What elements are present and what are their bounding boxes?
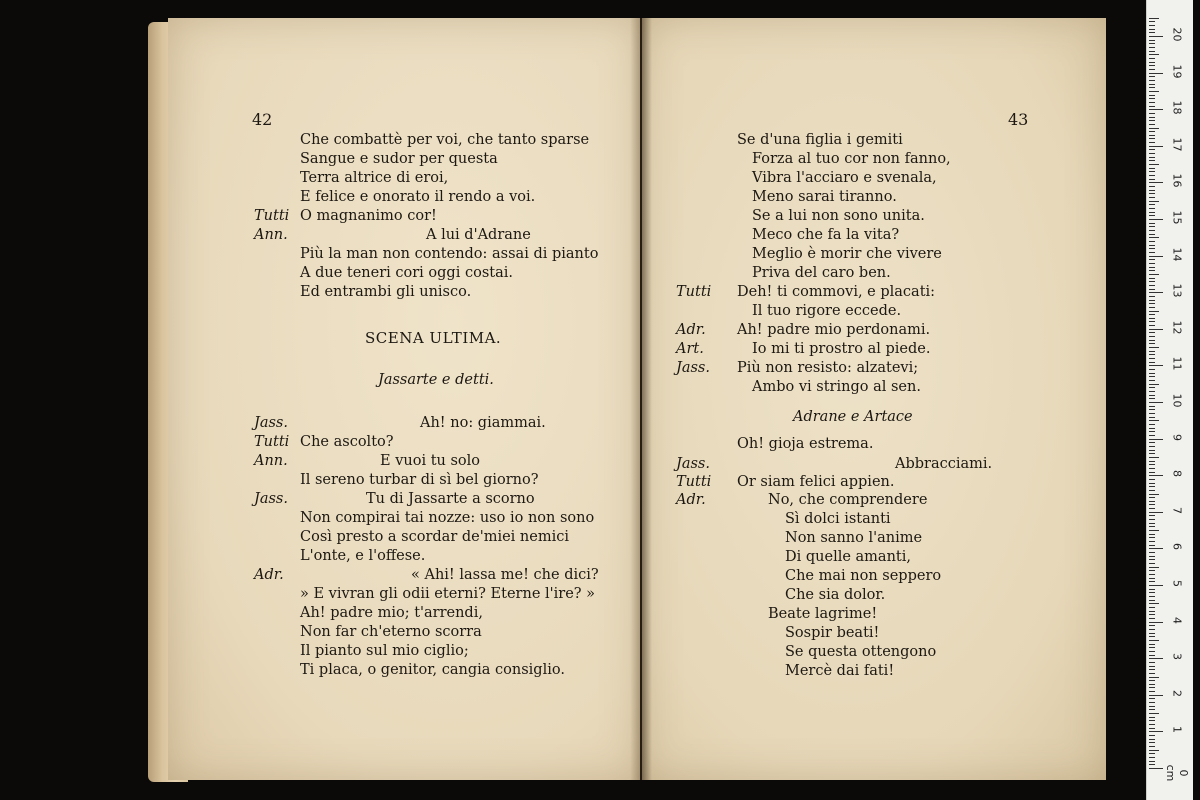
ruler-label: 7 <box>1170 506 1184 514</box>
ruler-label: 12 <box>1170 320 1184 335</box>
ruler-tick <box>1149 117 1155 118</box>
ruler-tick <box>1149 764 1155 765</box>
ruler-tick <box>1149 753 1155 754</box>
ruler-tick <box>1149 179 1155 180</box>
ruler-tick <box>1149 695 1163 696</box>
ruler-tick <box>1149 91 1159 92</box>
ruler-tick <box>1149 311 1159 312</box>
ruler-tick <box>1149 592 1155 593</box>
ruler-tick <box>1149 212 1155 213</box>
ruler-label: 9 <box>1170 433 1184 441</box>
ruler-tick <box>1149 735 1155 736</box>
ruler-tick <box>1149 329 1163 330</box>
ruler-tick <box>1149 65 1155 66</box>
scene-heading: SCENA ULTIMA. <box>365 329 502 347</box>
ruler-tick <box>1149 629 1155 630</box>
verse-line: Beate lagrime! <box>768 606 878 622</box>
verse-line: Che ascolto? <box>300 434 394 450</box>
ruler-tick <box>1149 702 1155 703</box>
ruler-tick <box>1149 51 1155 52</box>
stage-direction: Adrane e Artace <box>793 409 913 425</box>
ruler-tick <box>1149 570 1155 571</box>
ruler-tick <box>1149 153 1155 154</box>
ruler-tick <box>1149 128 1159 129</box>
ruler-label: 11 <box>1170 356 1184 371</box>
ruler-tick <box>1149 69 1155 70</box>
verse-line: Il tuo rigore eccede. <box>752 303 902 319</box>
ruler-tick <box>1149 446 1155 447</box>
ruler-label: 19 <box>1170 64 1184 79</box>
ruler-tick <box>1149 384 1159 385</box>
ruler-tick <box>1149 420 1159 421</box>
ruler-tick <box>1149 709 1155 710</box>
verse-line: Deh! ti commovi, e placati: <box>737 284 936 300</box>
ruler-tick <box>1149 666 1155 667</box>
ruler-tick <box>1149 226 1155 227</box>
ruler-tick <box>1149 332 1155 333</box>
ruler-tick <box>1149 300 1155 301</box>
verse-line: Meco che fa la vita? <box>752 227 900 243</box>
speaker-label: Adr. <box>676 492 706 508</box>
ruler-tick <box>1149 603 1159 604</box>
ruler-label: 15 <box>1170 210 1184 225</box>
ruler-tick <box>1149 54 1159 55</box>
verse-line: Vibra l'acciaro e svenala, <box>752 170 937 186</box>
ruler-tick <box>1149 669 1155 670</box>
ruler-tick <box>1149 424 1155 425</box>
ruler-tick <box>1149 43 1155 44</box>
verse-line: Ah! padre mio perdonami. <box>737 322 931 338</box>
ruler-tick <box>1149 274 1159 275</box>
ruler-tick <box>1149 204 1155 205</box>
ruler-tick <box>1149 135 1155 136</box>
ruler-tick <box>1149 138 1155 139</box>
ruler-tick <box>1149 95 1155 96</box>
ruler-label: 8 <box>1170 470 1184 478</box>
ruler-tick <box>1149 651 1155 652</box>
ruler-tick <box>1149 680 1155 681</box>
ruler-tick <box>1149 574 1155 575</box>
ruler-tick <box>1149 365 1163 366</box>
ruler-tick <box>1149 278 1155 279</box>
ruler-tick <box>1149 618 1155 619</box>
ruler-tick <box>1149 270 1155 271</box>
verse-line: « Ahi! lassa me! che dici? <box>411 567 599 583</box>
speaker-label: Ann. <box>254 227 288 243</box>
ruler-tick <box>1149 21 1155 22</box>
ruler-tick <box>1149 494 1159 495</box>
speaker-label: Jass. <box>254 415 288 431</box>
verse-line: Ambo vi stringo al sen. <box>752 379 921 395</box>
ruler-tick <box>1149 435 1155 436</box>
ruler-tick <box>1149 526 1155 527</box>
ruler-tick <box>1149 391 1155 392</box>
ruler-tick <box>1149 395 1155 396</box>
ruler-tick <box>1149 98 1155 99</box>
ruler-tick <box>1149 351 1155 352</box>
ruler-tick <box>1149 512 1163 513</box>
verse-line: Tu di Jassarte a scorno <box>366 491 535 507</box>
verse-line: Che mai non seppero <box>785 568 942 584</box>
ruler-tick <box>1149 717 1155 718</box>
ruler-tick <box>1149 589 1155 590</box>
ruler-tick <box>1149 567 1159 568</box>
speaker-label: Ann. <box>254 453 288 469</box>
ruler-tick <box>1149 468 1155 469</box>
ruler-tick <box>1149 303 1155 304</box>
ruler-tick <box>1149 263 1155 264</box>
verse-line: A due teneri cori oggi costai. <box>300 265 513 281</box>
ruler-tick <box>1149 713 1159 714</box>
ruler-tick <box>1149 515 1155 516</box>
ruler-tick <box>1149 47 1155 48</box>
verse-line: Che combattè per voi, che tanto sparse <box>300 132 590 148</box>
ruler-tick <box>1149 691 1155 692</box>
verse-line: Sì dolci istanti <box>785 511 891 527</box>
ruler-tick <box>1149 146 1163 147</box>
ruler-tick <box>1149 409 1155 410</box>
ruler-tick <box>1149 193 1155 194</box>
ruler-tick <box>1149 706 1155 707</box>
ruler-tick <box>1149 321 1155 322</box>
ruler-tick <box>1149 281 1155 282</box>
verse-line: Il pianto sul mio ciglio; <box>300 643 469 659</box>
ruler-tick <box>1149 472 1155 473</box>
ruler-label: 20 <box>1170 27 1184 42</box>
ruler-tick <box>1149 347 1159 348</box>
ruler-label: 4 <box>1170 616 1184 624</box>
speaker-label: Tutti <box>254 208 290 224</box>
ruler-tick <box>1149 354 1155 355</box>
ruler-tick <box>1149 343 1155 344</box>
verse-line: Il sereno turbar di sì bel giorno? <box>300 472 539 488</box>
verse-line: Or siam felici appien. <box>737 474 895 490</box>
verse-line: Ah! no: giammai. <box>420 415 546 431</box>
ruler-tick <box>1149 318 1155 319</box>
ruler-tick <box>1149 157 1155 158</box>
ruler-tick <box>1149 175 1155 176</box>
ruler-tick <box>1149 563 1155 564</box>
ruler-tick <box>1149 413 1155 414</box>
ruler-tick <box>1149 234 1155 235</box>
ruler-tick <box>1149 728 1155 729</box>
ruler-tick <box>1149 636 1155 637</box>
ruler-tick <box>1149 208 1155 209</box>
verse-line: Ti placa, o genitor, cangia consiglio. <box>300 662 565 678</box>
ruler-tick <box>1149 106 1155 107</box>
ruler-tick <box>1149 113 1155 114</box>
ruler-tick <box>1149 307 1155 308</box>
verse-line: Di quelle amanti, <box>785 549 911 565</box>
ruler-tick <box>1149 241 1155 242</box>
ruler-tick <box>1149 687 1155 688</box>
ruler-tick <box>1149 380 1155 381</box>
verse-line: Se a lui non sono unita. <box>752 208 925 224</box>
ruler-label: 3 <box>1170 653 1184 661</box>
ruler-tick <box>1149 742 1155 743</box>
ruler-tick <box>1149 387 1155 388</box>
ruler-tick <box>1149 611 1155 612</box>
ruler-tick <box>1149 501 1155 502</box>
ruler-tick <box>1149 450 1155 451</box>
verse-line: E vuoi tu solo <box>380 453 481 469</box>
ruler-tick <box>1149 369 1155 370</box>
ruler-tick <box>1149 497 1155 498</box>
ruler-tick <box>1149 439 1163 440</box>
ruler-tick <box>1149 40 1155 41</box>
ruler-label: 14 <box>1170 247 1184 262</box>
ruler-tick <box>1149 523 1155 524</box>
verse-line: Mercè dai fati! <box>785 663 895 679</box>
ruler-tick <box>1149 644 1155 645</box>
ruler-tick <box>1149 248 1155 249</box>
ruler-tick <box>1149 201 1159 202</box>
page-number-right: 43 <box>1008 110 1029 129</box>
ruler-label: 5 <box>1170 580 1184 587</box>
ruler-tick <box>1149 614 1155 615</box>
ruler-tick <box>1149 545 1155 546</box>
ruler-tick <box>1149 245 1155 246</box>
ruler-label: 2 <box>1170 689 1184 697</box>
ruler-tick <box>1149 600 1155 601</box>
ruler-tick <box>1149 267 1155 268</box>
ruler-tick <box>1149 340 1155 341</box>
ruler-tick <box>1149 486 1155 487</box>
verse-line: Non compirai tai nozze: uso io non sono <box>300 510 595 526</box>
ruler-label: 18 <box>1170 100 1184 115</box>
ruler-tick <box>1149 289 1155 290</box>
ruler-tick <box>1149 358 1155 359</box>
verse-line: Forza al tuo cor non fanno, <box>752 151 951 167</box>
ruler-tick <box>1149 18 1159 19</box>
ruler-tick <box>1149 607 1155 608</box>
ruler-tick <box>1149 29 1155 30</box>
ruler-tick <box>1149 376 1155 377</box>
verse-line: Più la man non contendo: assai di pianto <box>300 246 599 262</box>
ruler-tick <box>1149 292 1163 293</box>
ruler-tick <box>1149 673 1155 674</box>
ruler-tick <box>1149 160 1155 161</box>
ruler-label: 13 <box>1170 283 1184 298</box>
verse-line: Così presto a scordar de'miei nemici <box>300 529 569 545</box>
ruler-tick <box>1149 581 1155 582</box>
ruler-tick <box>1149 259 1155 260</box>
speaker-label: Tutti <box>254 434 290 450</box>
ruler-label: 17 <box>1170 137 1184 152</box>
ruler-tick <box>1149 475 1163 476</box>
ruler-tick <box>1149 768 1163 769</box>
ruler-tick <box>1149 461 1155 462</box>
verse-line: Ed entrambi gli unisco. <box>300 284 472 300</box>
verse-line: » E vivran gli odii eterni? Eterne l'ire? » <box>300 586 596 602</box>
ruler-tick <box>1149 362 1155 363</box>
speaker-label: Jass. <box>676 360 710 376</box>
ruler-tick <box>1149 58 1155 59</box>
ruler-tick <box>1149 453 1155 454</box>
ruler-tick <box>1149 548 1163 549</box>
verse-line: O magnanimo cor! <box>300 208 437 224</box>
ruler-tick <box>1149 76 1155 77</box>
ruler-tick <box>1149 647 1155 648</box>
verse-line: Non far ch'eterno scorra <box>300 624 482 640</box>
book-gutter <box>630 18 652 780</box>
ruler-tick <box>1149 80 1155 81</box>
ruler-tick <box>1149 164 1159 165</box>
ruler-tick <box>1149 131 1155 132</box>
verse-line: Priva del caro ben. <box>752 265 891 281</box>
ruler-tick <box>1149 402 1163 403</box>
verse-line: Io mi ti prostro al piede. <box>752 341 931 357</box>
verse-line: L'onte, e l'offese. <box>300 548 426 564</box>
ruler-tick <box>1149 171 1155 172</box>
measuring-ruler <box>1146 0 1193 800</box>
speaker-label: Jass. <box>676 456 710 472</box>
ruler-label: 10 <box>1170 393 1184 408</box>
ruler-tick <box>1149 761 1155 762</box>
speaker-label: Tutti <box>676 284 712 300</box>
ruler-tick <box>1149 750 1159 751</box>
ruler-tick <box>1149 256 1163 257</box>
verse-line: Meno sarai tiranno. <box>752 189 897 205</box>
ruler-tick <box>1149 62 1155 63</box>
verse-line: Sangue e sudor per questa <box>300 151 498 167</box>
ruler-tick <box>1149 464 1155 465</box>
ruler-tick <box>1149 197 1155 198</box>
verse-line: Non sanno l'anime <box>785 530 923 546</box>
ruler-tick <box>1149 677 1159 678</box>
ruler-tick <box>1149 182 1163 183</box>
ruler-tick <box>1149 724 1155 725</box>
ruler-tick <box>1149 442 1155 443</box>
ruler-label: 0 cm <box>1164 764 1190 782</box>
speaker-label: Adr. <box>676 322 706 338</box>
ruler-tick <box>1149 237 1159 238</box>
ruler-tick <box>1149 578 1155 579</box>
ruler-tick <box>1149 32 1155 33</box>
ruler-tick <box>1149 746 1155 747</box>
ruler-tick <box>1149 219 1163 220</box>
ruler-tick <box>1149 109 1163 110</box>
ruler-tick <box>1149 757 1155 758</box>
ruler-tick <box>1149 223 1155 224</box>
ruler-tick <box>1149 559 1155 560</box>
verse-line: Se d'una figlia i gemiti <box>737 132 903 148</box>
ruler-tick <box>1149 662 1155 663</box>
verse-line: No, che comprendere <box>768 492 928 508</box>
ruler-label: 16 <box>1170 173 1184 188</box>
ruler-tick <box>1149 142 1155 143</box>
ruler-tick <box>1149 25 1155 26</box>
ruler-tick <box>1149 698 1155 699</box>
ruler-tick <box>1149 285 1155 286</box>
ruler-tick <box>1149 731 1163 732</box>
verse-line: Abbracciami. <box>895 456 993 472</box>
ruler-tick <box>1149 739 1155 740</box>
page-number-left: 42 <box>252 110 273 129</box>
ruler-tick <box>1149 585 1163 586</box>
ruler-tick <box>1149 36 1163 37</box>
ruler-tick <box>1149 87 1155 88</box>
ruler-tick <box>1149 120 1155 121</box>
ruler-tick <box>1149 314 1155 315</box>
ruler-tick <box>1149 230 1155 231</box>
ruler-tick <box>1149 552 1155 553</box>
ruler-tick <box>1149 479 1155 480</box>
ruler-tick <box>1149 537 1155 538</box>
speaker-label: Adr. <box>254 567 284 583</box>
verse-line: E felice e onorato il rendo a voi. <box>300 189 536 205</box>
ruler-tick <box>1149 534 1155 535</box>
ruler-tick <box>1149 483 1155 484</box>
ruler-tick <box>1149 252 1155 253</box>
ruler-tick <box>1149 215 1155 216</box>
ruler-tick <box>1149 658 1163 659</box>
verse-line: Meglio è morir che vivere <box>752 246 942 262</box>
ruler-tick <box>1149 373 1155 374</box>
ruler-tick <box>1149 625 1155 626</box>
ruler-tick <box>1149 73 1163 74</box>
stage-direction: Jassarte e detti. <box>378 372 494 388</box>
ruler-tick <box>1149 720 1155 721</box>
verse-line: Ah! padre mio; t'arrendi, <box>300 605 483 621</box>
ruler-tick <box>1149 336 1155 337</box>
ruler-tick <box>1149 398 1155 399</box>
speaker-label: Art. <box>676 341 704 357</box>
verse-line: Sospir beati! <box>785 625 880 641</box>
ruler-tick <box>1149 655 1155 656</box>
speaker-label: Tutti <box>676 474 712 490</box>
ruler-tick <box>1149 417 1155 418</box>
ruler-tick <box>1149 149 1155 150</box>
verse-line: Più non resisto: alzatevi; <box>737 360 919 376</box>
ruler-tick <box>1149 541 1155 542</box>
ruler-tick <box>1149 168 1155 169</box>
ruler-tick <box>1149 102 1155 103</box>
ruler-tick <box>1149 124 1155 125</box>
ruler-label: 6 <box>1170 543 1184 551</box>
ruler-tick <box>1149 84 1155 85</box>
ruler-tick <box>1149 457 1159 458</box>
ruler-tick <box>1149 186 1155 187</box>
verse-line: Se questa ottengono <box>785 644 937 660</box>
ruler-tick <box>1149 431 1155 432</box>
verse-line: Terra altrice di eroi, <box>300 170 449 186</box>
ruler-tick <box>1149 428 1155 429</box>
verse-line: Oh! gioja estrema. <box>737 436 874 452</box>
ruler-tick <box>1149 504 1155 505</box>
ruler-tick <box>1149 640 1159 641</box>
ruler-tick <box>1149 596 1155 597</box>
verse-line: Che sia dolor. <box>785 587 886 603</box>
ruler-tick <box>1149 190 1155 191</box>
ruler-tick <box>1149 684 1155 685</box>
ruler-tick <box>1149 519 1155 520</box>
ruler-tick <box>1149 633 1155 634</box>
ruler-tick <box>1149 490 1155 491</box>
speaker-label: Jass. <box>254 491 288 507</box>
ruler-tick <box>1149 530 1159 531</box>
ruler-tick <box>1149 556 1155 557</box>
ruler-tick <box>1149 508 1155 509</box>
ruler-tick <box>1149 325 1155 326</box>
verse-line: A lui d'Adrane <box>426 227 531 243</box>
ruler-tick <box>1149 296 1155 297</box>
ruler-tick <box>1149 622 1163 623</box>
ruler-label: 1 <box>1170 726 1184 734</box>
ruler-tick <box>1149 406 1155 407</box>
